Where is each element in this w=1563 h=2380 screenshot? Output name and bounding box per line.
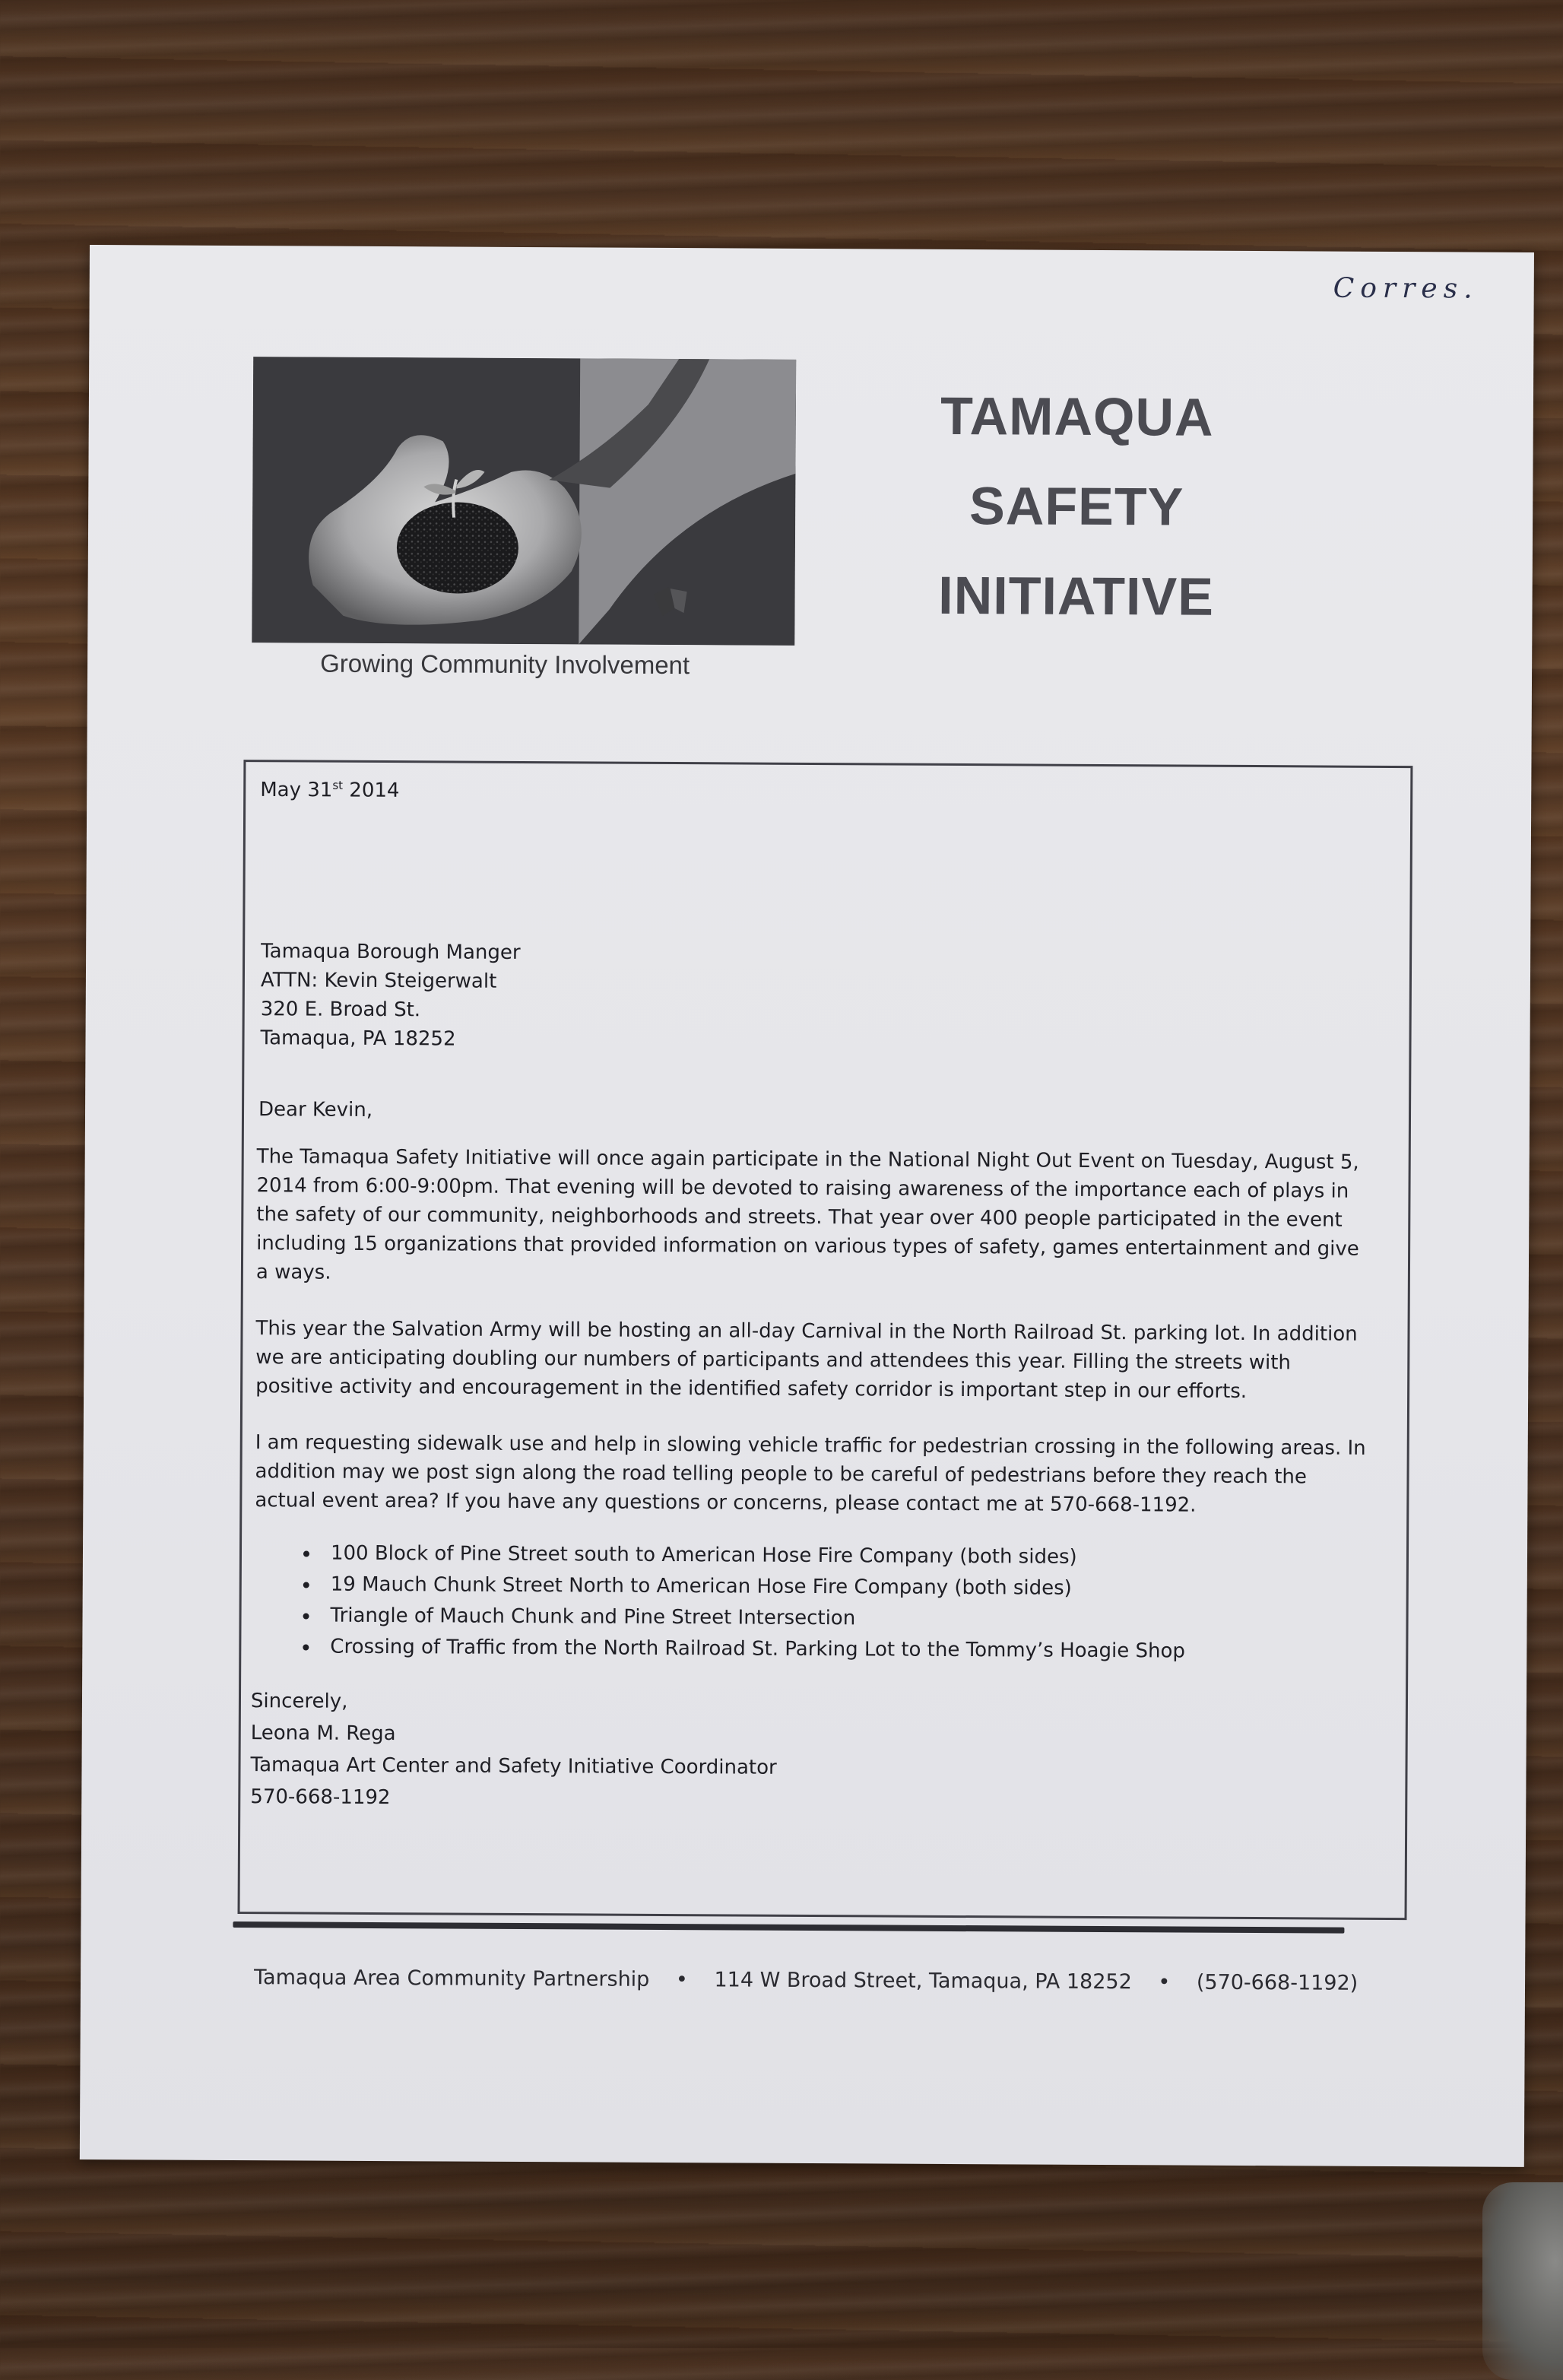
- footer-separator: •: [1158, 1970, 1171, 1994]
- address-line: 320 E. Broad St.: [260, 997, 421, 1021]
- footer-org: Tamaqua Area Community Partnership: [253, 1966, 650, 1991]
- date-superscript: st: [332, 778, 344, 792]
- list-item: • Crossing of Traffic from the North Railroad St. Parking Lot to the Tommy’s Hoagie Shop: [319, 1631, 1387, 1668]
- list-item: • 100 Block of Pine Street south to American Hose Fire Company (both sides): [320, 1537, 1387, 1574]
- recipient-address: [260, 937, 1390, 1058]
- address-line: Tamaqua, PA 18252: [260, 1026, 456, 1051]
- body-paragraph: I am requesting sidewalk use and help in slowing vehicle traffic for pedestrian crossing in the following areas. In addition may we post sign along the road telling people to be careful of pedestrians before they reach the actual event area? If you have any questions or concerns, please contact me at 570-668-1192.: [255, 1430, 1366, 1517]
- body-paragraph: The Tamaqua Safety Initiative will once again participate in the National Night Out Event on Tuesday, August 5, 2014 from 6:00-9:00pm. That evening will be devoted to raising awareness of the importance each of plays in the safety of our community, neighborhoods and streets. That year over 400 people participated in the event including 15 organizations that provided information on various types of safety, games entertainment and give a ways.: [255, 1144, 1359, 1284]
- request-list: [301, 1537, 1387, 1668]
- footer-divider: [233, 1921, 1344, 1934]
- title-line: SAFETY: [969, 476, 1184, 537]
- address-line: Tamaqua Borough Manger: [261, 939, 521, 964]
- footer-address: 114 W Broad Street, Tamaqua, PA 18252: [714, 1968, 1132, 1994]
- letter-date: [260, 770, 1391, 810]
- signer-name: Leona M. Rega: [250, 1721, 396, 1745]
- footer-separator: •: [675, 1968, 688, 1992]
- signature-block: [250, 1685, 1387, 1819]
- hands-seedling-graphic: [252, 357, 796, 646]
- footer: [254, 1966, 1364, 1995]
- date-text: May 31: [260, 778, 333, 802]
- signer-phone: 570-668-1192: [250, 1785, 391, 1809]
- letter-body: [246, 770, 1391, 1818]
- title-line: INITIATIVE: [938, 565, 1215, 627]
- signer-title: Tamaqua Art Center and Safety Initiative Coordinator: [250, 1753, 777, 1779]
- body-paragraph: This year the Salvation Army will be hosting an all-day Carnival in the North Railroad St. parking lot. In addition we are anticipating doubling our numbers of participants and attendees this year. Filling the streets with positive activity and encouragement in the identified safety corridor is important step in our efforts.: [255, 1316, 1358, 1403]
- letter-page: [80, 245, 1534, 2167]
- page-title: [924, 371, 1229, 642]
- salutation: Dear Kevin,: [258, 1097, 373, 1122]
- desk-object: [1482, 2182, 1563, 2380]
- date-year: 2014: [342, 779, 400, 802]
- logo-tagline: Growing Community Involvement: [320, 649, 690, 680]
- logo-image: [252, 357, 796, 646]
- title-line: TAMAQUA: [940, 386, 1214, 447]
- closing-line: Sincerely,: [250, 1689, 348, 1713]
- handwritten-annotation: Corres.: [1333, 272, 1479, 305]
- list-item: • Triangle of Mauch Chunk and Pine Street Intersection: [319, 1600, 1387, 1636]
- address-line: ATTN: Kevin Steigerwalt: [260, 968, 497, 993]
- footer-phone: (570-668-1192): [1196, 1970, 1359, 1995]
- list-item: • 19 Mauch Chunk Street North to American Hose Fire Company (both sides): [320, 1569, 1387, 1605]
